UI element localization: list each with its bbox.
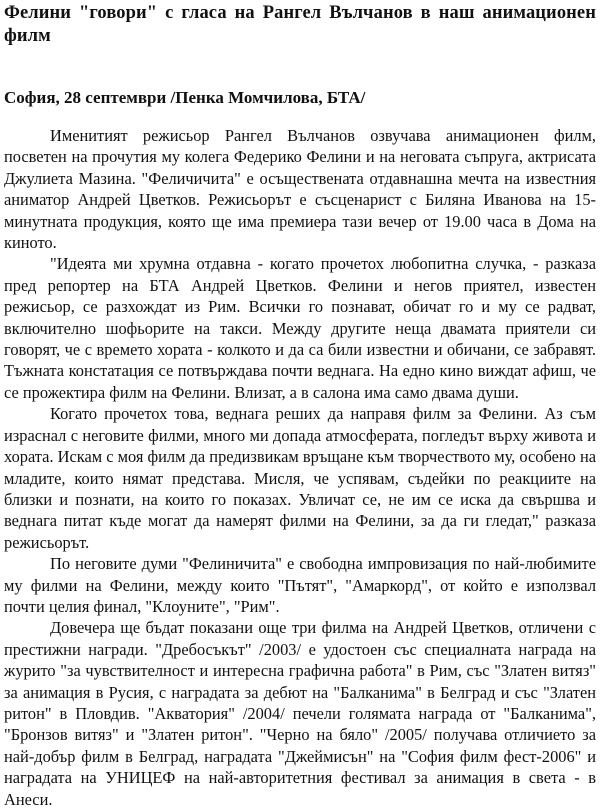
article-dateline: София, 28 септември /Пенка Момчилова, БТА/ [4,88,366,107]
article-paragraph-4: По неговите думи "Фелиничита" е свободна импровизация по най-любимите му филми на Фелини, между които "Пътят", "Амаркорд", от който е използвал почти целия финал, "Клоуните", "Рим". [4,554,596,616]
article-paragraph-3: Когато прочетох това, веднага реших да направя филм за Фелини. Аз съм израснал с неговите филми, много ми допада атмосферата, погледът върху живота и хората. Искам с моя филм да предизвикам връщане към творчеството му, особено на младите, които нямат представа. Мисля, че успявам, съдейки по реакциите на близки и познати, на които го показах. Увличат се, не им се иска да свършва и веднага питат къде могат да намерят филми на Фелини, за да ги гледат," разказа режисьорът. [4,404,596,552]
article-body [4,125,596,810]
article-paragraph-2: "Идеята ми хрумна отдавна - когато прочетох любопитна случка, - разказа пред репортер на БТА Андрей Цветков. Фелини и негов приятел, известен режисьор, се разхождат из Рим. Всички го познават, обичат го и му се радват, включително шофьорите на такси. Между другите неща двамата приятели си говорят, че с времето хората - колкото и да са били известни и обичани, се забравят. Тъжната констатация се потвърждава почти веднага. На едно кино виждат афиш, че се прожектира филм на Фелини. Влизат, а в салона има само двама души. [4,254,596,402]
article-paragraph-5: Довечера ще бъдат показани още три филма на Андрей Цветков, отличени с престижни награди. "Дребосъкът" /2003/ е удостоен със специалната награда на журито "за чувствителност и интересна графична работа" в Рим, със "Златен витяз" за анимация в Русия, с наградата за дебют на "Балканима" в Белград и със "Златен ритон" в Пловдив. "Акватория" /2004/ печели голямата награда от "Балканима", "Бронзов витяз" и "Златен ритон". "Черно на бяло" /2005/ получава отличието за най-добър филм в Белград, наградата "Джеймисън" на "София филм фест-2006" и наградата на УНИЦЕФ на най-авторитетния фестивал за анимация в света - в Анеси. [4,618,596,809]
article-paragraph-1: Именитият режисьор Рангел Вълчанов озвучава анимационен филм, посветен на прочутия му колега Федерико Фелини и на неговата съпруга, актрисата Джулиета Мазина. "Феличичита" е осъществената отдавнашна мечта на известния аниматор Андрей Цветков. Режисьорът е съсценарист с Биляна Иванова на 15-минутната продукция, която ще има премиера тази вечер от 19.00 часа в Дома на киното. [4,126,596,253]
article-headline: Фелини "говори" с гласа на Рангел Вълчанов в наш анимационен филм [4,3,596,46]
